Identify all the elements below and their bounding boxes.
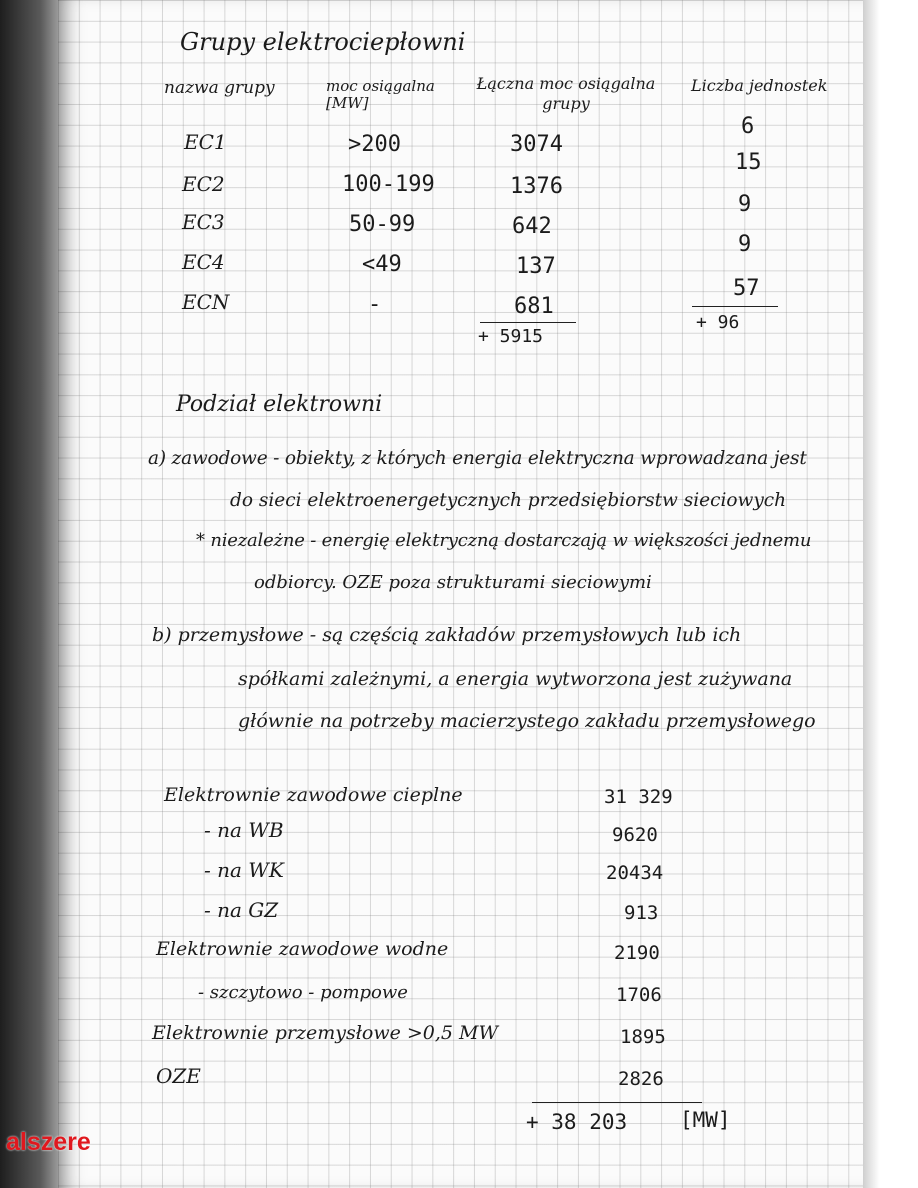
summary-label: - na GZ xyxy=(204,898,279,922)
summary-label: Elektrownie przemysłowe >0,5 MW xyxy=(152,1022,499,1044)
summary-value: 20434 xyxy=(606,862,664,884)
table-header-name: nazwa grupy xyxy=(164,78,275,98)
row-liczba: 57 xyxy=(733,276,760,301)
summary-value: 9620 xyxy=(612,824,658,846)
row-laczna: 3074 xyxy=(510,132,563,157)
summary-value: 913 xyxy=(624,902,659,924)
row-moc: - xyxy=(368,292,382,317)
summary-value: 2190 xyxy=(614,942,660,964)
row-moc: 100-199 xyxy=(342,172,435,197)
section-heading: Podział elektrowni xyxy=(176,392,383,417)
table-header-laczna: Łączna moc osiągalna grupy xyxy=(476,74,656,113)
item-b-line: głównie na potrzeby macierzystego zakładu przemysłowego xyxy=(238,710,816,732)
row-name: ECN xyxy=(182,290,230,314)
summary-label: Elektrownie zawodowe wodne xyxy=(156,938,449,960)
summary-label: - na WB xyxy=(204,818,284,842)
row-name: EC2 xyxy=(182,172,225,196)
sum-line-laczna xyxy=(480,322,576,323)
item-b-line: b) przemysłowe - są częścią zakładów przemysłowych lub ich xyxy=(152,624,742,646)
row-moc: 50-99 xyxy=(349,212,416,237)
summary-value: 2826 xyxy=(618,1068,664,1090)
row-name: EC1 xyxy=(184,130,227,154)
page-edge xyxy=(863,0,918,1188)
sum-line-liczba xyxy=(692,306,778,307)
page-title: Grupy elektrociepłowni xyxy=(180,28,466,56)
row-laczna: 642 xyxy=(512,214,552,239)
summary-unit: [MW] xyxy=(680,1108,731,1132)
row-liczba: 15 xyxy=(735,150,762,175)
summary-label: OZE xyxy=(156,1064,201,1088)
row-laczna: 1376 xyxy=(510,174,563,199)
summary-label: Elektrownie zawodowe cieplne xyxy=(164,784,463,806)
summary-total: + 38 203 xyxy=(526,1110,628,1134)
row-laczna: 137 xyxy=(516,254,556,279)
summary-sum-line xyxy=(532,1102,702,1103)
table-header-liczba: Liczba jednostek xyxy=(691,76,828,95)
row-name: EC4 xyxy=(182,250,225,274)
item-a-note: * niezależne - energię elektryczną dostarczają w większości jednemu xyxy=(196,530,812,551)
row-liczba: 6 xyxy=(741,114,755,139)
item-a-line: a) zawodowe - obiekty, z których energia elektryczna wprowadzana jest xyxy=(148,448,807,469)
watermark-logo: alszere xyxy=(6,1128,91,1156)
row-liczba: 9 xyxy=(738,232,752,257)
notebook-binding xyxy=(0,0,58,1188)
total-laczna: + 5915 xyxy=(478,326,544,347)
item-a-note: odbiorcy. OZE poza strukturami sieciowymi xyxy=(254,572,652,593)
row-laczna: 681 xyxy=(514,294,554,319)
row-moc: <49 xyxy=(362,252,402,277)
item-b-line: spółkami zależnymi, a energia wytworzona jest zużywana xyxy=(238,668,793,690)
item-a-line: do sieci elektroenergetycznych przedsiębiorstw sieciowych xyxy=(230,490,787,511)
summary-value: 31 329 xyxy=(604,786,673,808)
row-name: EC3 xyxy=(182,210,225,234)
summary-label: - szczytowo - pompowe xyxy=(198,982,408,1003)
summary-value: 1706 xyxy=(616,984,662,1006)
notebook-page xyxy=(58,0,863,1188)
row-moc: >200 xyxy=(348,132,401,157)
row-liczba: 9 xyxy=(738,192,752,217)
table-header-moc: moc osiągalna [MW] xyxy=(326,77,435,112)
total-liczba: + 96 xyxy=(696,312,740,333)
summary-label: - na WK xyxy=(204,858,284,882)
summary-value: 1895 xyxy=(620,1026,666,1048)
